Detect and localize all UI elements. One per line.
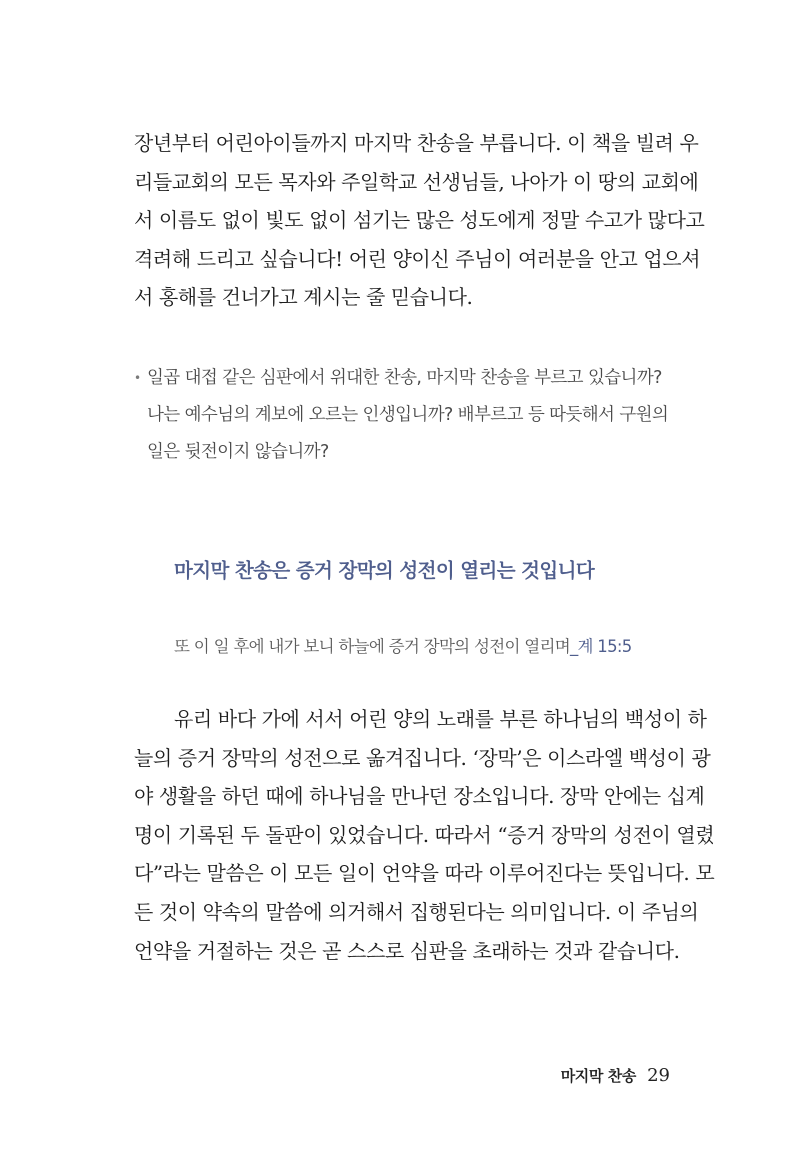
text-line: 다”라는 말씀은 이 모든 일이 언약을 따라 이루어진다는 뜻입니다. 모 [134, 861, 715, 886]
scripture-verse [174, 634, 632, 660]
text-line: 유리 바다 가에 서서 어린 양의 노래를 부른 하나님의 백성이 하 [174, 707, 707, 731]
text-line: 명이 기록된 두 돌판이 있었습니다. 따라서 “증거 장막의 성전이 열렸 [134, 822, 715, 847]
question-line: 나는 예수님의 계보에 오르는 인생입니까? 배부르고 등 따듯해서 구원의 [147, 404, 669, 425]
text-line: 장년부터 어린아이들까지 마지막 찬송을 부릅니다. 이 책을 빌려 우 [134, 131, 699, 155]
body-paragraph-1 [134, 124, 705, 317]
page-footer [561, 1063, 670, 1089]
question-line: 일은 뒷전이지 않습니까? [147, 441, 329, 462]
verse-reference: _계 15:5 [569, 637, 632, 656]
text-line: 든 것이 약속의 말씀에 의거해서 집행된다는 의미입니다. 이 주님의 [134, 899, 699, 924]
question-line: 일곱 대접 같은 심판에서 위대한 찬송, 마지막 찬송을 부르고 있습니까? [147, 368, 662, 388]
section-heading: 마지막 찬송은 증거 장막의 성전이 열리는 것입니다 [174, 559, 595, 582]
text-line: 서 이름도 없이 빛도 없이 섬기는 많은 성도에게 정말 수고가 많다고 [134, 208, 705, 233]
text-line: 서 홍해를 건너가고 계시는 줄 믿습니다. [134, 285, 473, 310]
text-line: 리들교회의 모든 목자와 주일학교 선생님들, 나아가 이 땅의 교회에 [134, 169, 699, 194]
reflection-question [134, 360, 674, 470]
running-title: 마지막 찬송 [560, 1067, 636, 1085]
page-number: 29 [647, 1065, 670, 1086]
verse-text: 또 이 일 후에 내가 보니 하늘에 증거 장막의 성전이 열리며 [174, 637, 570, 656]
bullet-icon: • [134, 371, 142, 385]
body-paragraph-2 [134, 700, 715, 970]
text-line: 야 생활을 하던 때에 하나님을 만나던 장소입니다. 장막 안에는 십계 [134, 784, 705, 809]
text-line: 격려해 드리고 싶습니다! 어린 양이신 주님이 여러분을 안고 업으셔 [134, 246, 701, 271]
text-line: 늘의 증거 장막의 성전으로 옮겨집니다. ‘장막’은 이스라엘 백성이 광 [134, 745, 711, 770]
text-line: 언약을 거절하는 것은 곧 스스로 심판을 초래하는 것과 같습니다. [134, 938, 680, 963]
